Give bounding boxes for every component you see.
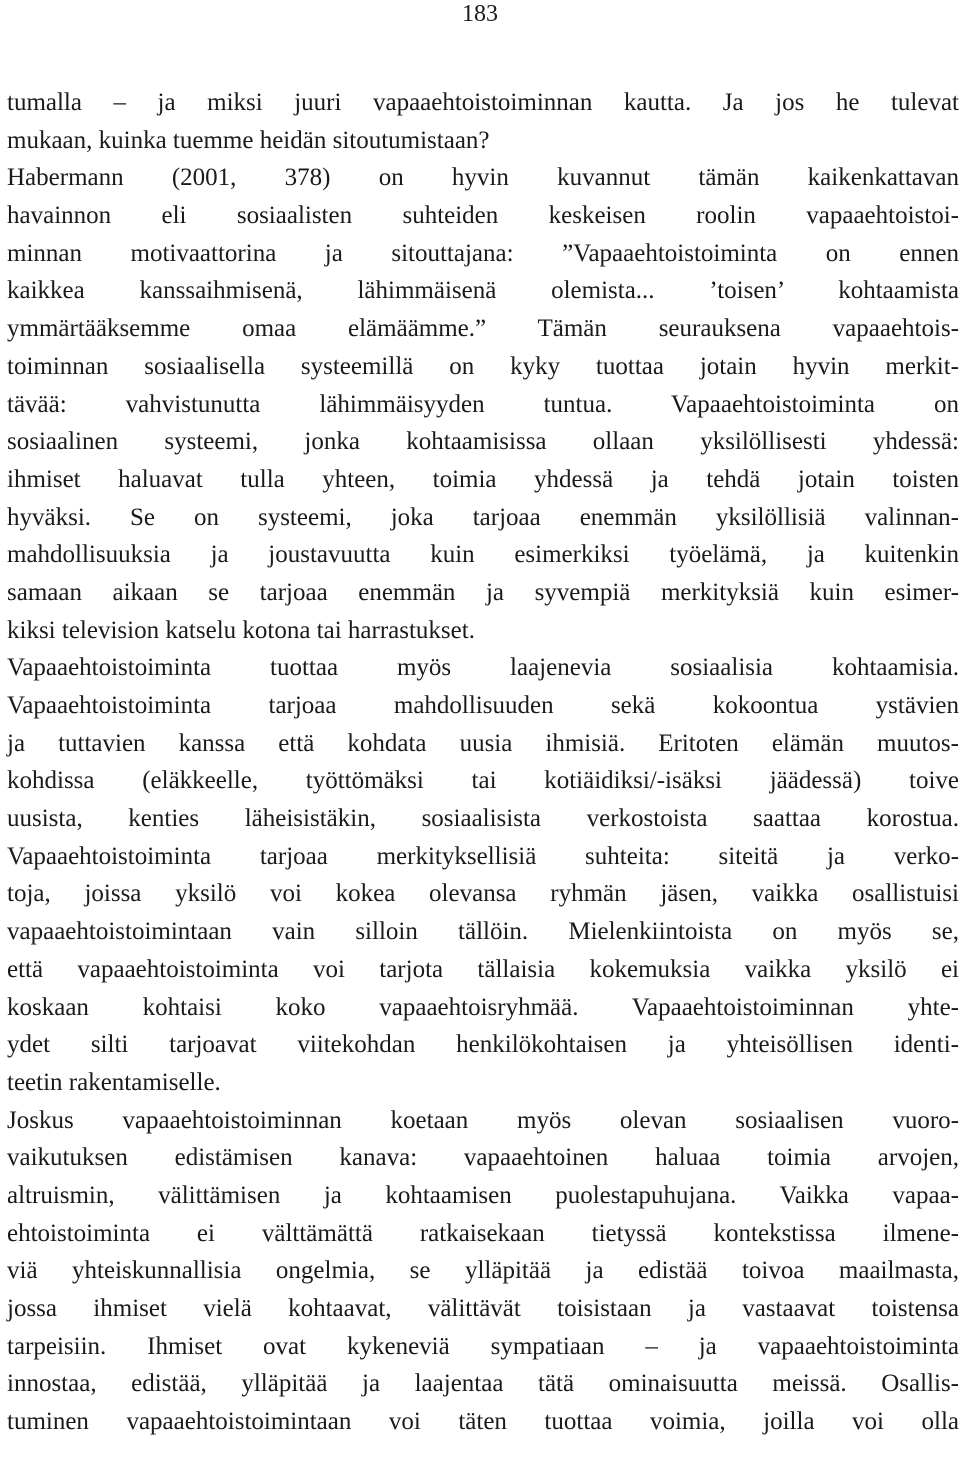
- text-line: tarpeisiin. Ihmiset ovat kykeneviä sympatiaan – ja vapaaehtoistoiminta: [7, 1332, 959, 1360]
- text-line: ydet silti tarjoavat viitekohdan henkilökohtaisen ja yhteisöllisen identi-: [7, 1031, 959, 1059]
- text-line: sosiaalinen systeemi, jonka kohtaamisissa ollaan yksilöllisesti yhdessä:: [7, 428, 959, 456]
- text-line: innostaa, edistää, ylläpitää ja laajentaa tätä ominaisuutta meissä. Osallis-: [7, 1370, 959, 1398]
- text-line: Joskus vapaaehtoistoiminnan koetaan myös olevan sosiaalisen vuoro-: [7, 1106, 959, 1134]
- text-line: havainnon eli sosiaalisten suhteiden keskeisen roolin vapaaehtoistoi-: [7, 202, 959, 230]
- text-line: Vapaaehtoistoiminta tuottaa myös laajenevia sosiaalisia kohtaamisia.: [7, 654, 959, 682]
- text-line: tävää: vahvistunutta lähimmäisyyden tuntua. Vapaaehtoistoiminta on: [7, 390, 959, 418]
- text-line: vaikutuksen edistämisen kanava: vapaaehtoinen haluaa toimia arvojen,: [7, 1144, 959, 1172]
- text-line: vapaaehtoistoimintaan vain silloin tällöin. Mielenkiintoista on myös se,: [7, 918, 959, 946]
- text-line: altruismin, välittämisen ja kohtaamisen puolestapuhujana. Vaikka vapaa-: [7, 1181, 959, 1209]
- text-line: koskaan kohtaisi koko vapaaehtoisryhmää. Vapaaehtoistoiminnan yhte-: [7, 993, 959, 1021]
- text-line: viä yhteiskunnallisia ongelmia, se ylläpitää ja edistää toivoa maailmasta,: [7, 1257, 959, 1285]
- page-number: 183: [462, 1, 498, 27]
- text-line: Habermann (2001, 378) on hyvin kuvannut tämän kaikenkattavan: [7, 164, 959, 192]
- text-line: minnan motivaattorina ja sitouttajana: ”Vapaaehtoistoiminta on ennen: [7, 239, 959, 267]
- text-line: kiksi television katselu kotona tai harrastukset.: [7, 616, 475, 644]
- text-line: mukaan, kuinka tuemme heidän sitoutumistaan?: [7, 126, 490, 154]
- text-line: tuminen vapaaehtoistoimintaan voi täten tuottaa voimia, joilla voi olla: [7, 1408, 959, 1436]
- text-line: tumalla – ja miksi juuri vapaaehtoistoiminnan kautta. Ja jos he tulevat: [7, 89, 959, 116]
- text-line: Vapaaehtoistoiminta tarjoaa mahdollisuuden sekä kokoontua ystävien: [7, 692, 959, 719]
- text-line: ihmiset haluavat tulla yhteen, toimia yhdessä ja tehdä jotain toisten: [7, 465, 959, 493]
- text-line: mahdollisuuksia ja joustavuutta kuin esimerkiksi työelämä, ja kuitenkin: [7, 541, 959, 569]
- text-line: Vapaaehtoistoiminta tarjoaa merkityksellisiä suhteita: siteitä ja verko-: [7, 842, 959, 870]
- text-line: toja, joissa yksilö voi kokea olevansa ryhmän jäsen, vaikka osallistuisi: [7, 880, 959, 908]
- text-line: ja tuttavien kanssa että kohdata uusia ihmisiä. Eritoten elämän muutos-: [7, 729, 959, 757]
- text-line: ehtoistoiminta ei välttämättä ratkaisekaan tietyssä kontekstissa ilmene-: [7, 1219, 959, 1247]
- text-line: samaan aikaan se tarjoaa enemmän ja syvempiä merkityksiä kuin esimer-: [7, 578, 959, 606]
- text-line: jossa ihmiset vielä kohtaavat, välittävät toisistaan ja vastaavat toistensa: [7, 1295, 959, 1322]
- text-line: hyväksi. Se on systeemi, joka tarjoaa enemmän yksilöllisiä valinnan-: [7, 503, 959, 531]
- text-line: toiminnan sosiaalisella systeemillä on kyky tuottaa jotain hyvin merkit-: [7, 352, 959, 380]
- text-line: ymmärtääksemme omaa elämäämme.” Tämän seurauksena vapaaehtois-: [7, 315, 959, 343]
- text-line: teetin rakentamiselle.: [7, 1068, 221, 1096]
- body-text: [7, 84, 959, 1441]
- text-line: kohdissa (eläkkeelle, työttömäksi tai kotiäidiksi/-isäksi jäädessä) toive: [7, 767, 959, 795]
- text-line: kaikkea kanssaihmisenä, lähimmäisenä olemista... ’toisen’ kohtaamista: [7, 277, 959, 305]
- text-line: että vapaaehtoistoiminta voi tarjota tällaisia kokemuksia vaikka yksilö ei: [7, 955, 959, 983]
- text-line: uusista, kenties läheisistäkin, sosiaalisista verkostoista saattaa korostua.: [7, 805, 959, 833]
